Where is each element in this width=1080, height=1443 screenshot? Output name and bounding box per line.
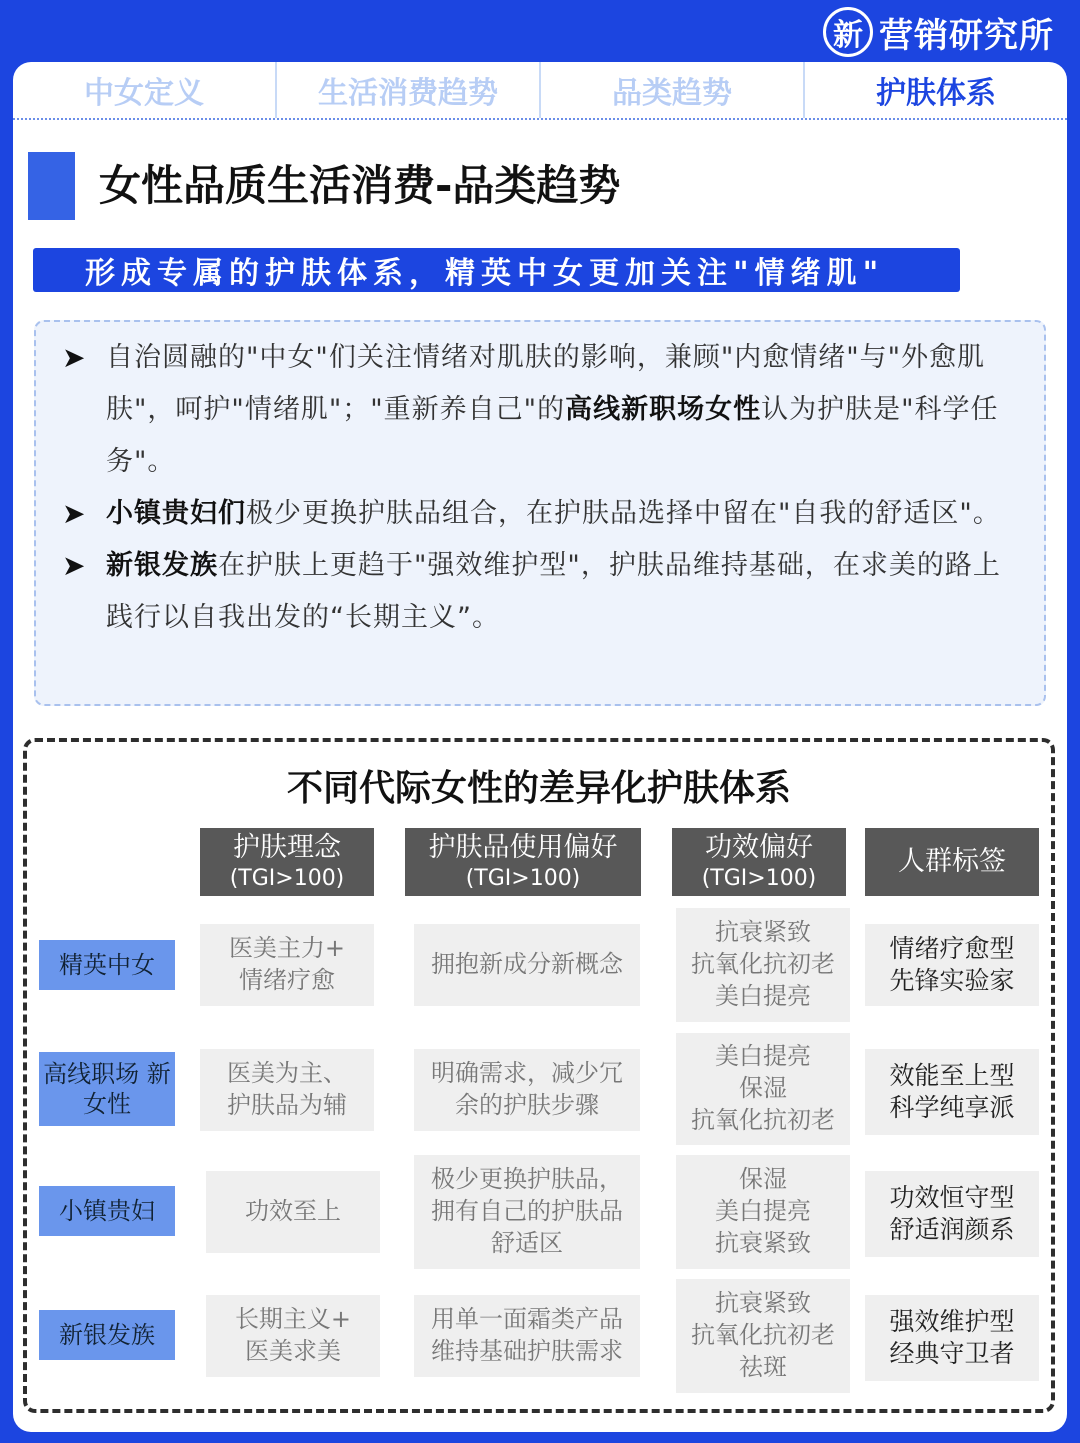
cell-usage: 明确需求，减少冗 余的护肤步骤 bbox=[414, 1049, 640, 1131]
header-tag: 人群标签 bbox=[865, 828, 1039, 896]
arrow-icon: ➤ bbox=[62, 497, 86, 530]
arrow-icon: ➤ bbox=[62, 341, 86, 374]
page-title: 女性品质生活消费-品类趋势 bbox=[99, 161, 621, 210]
skincare-matrix bbox=[23, 738, 1055, 1413]
header-usage: 护肤品使用偏好 (TGI>100) bbox=[405, 828, 641, 896]
header-concept: 护肤理念 (TGI>100) bbox=[200, 828, 374, 896]
brand-badge: 新 bbox=[823, 7, 873, 57]
title-accent-bar bbox=[28, 152, 75, 220]
bullet-text: 自治圆融的"中女"们关注情绪对肌肤的影响，兼顾"内愈情绪"与"外愈肌肤"，呵护"情绪肌"；"重新养自己"的高线新职场女性认为护肤是"科学任务"。 bbox=[106, 342, 999, 477]
bullet-text: 小镇贵妇们极少更换护肤品组合，在护肤品选择中留在"自我的舒适区"。 bbox=[106, 498, 1001, 529]
content-card bbox=[13, 62, 1067, 1432]
tab-definition[interactable]: 中女定义 bbox=[13, 62, 277, 118]
bullet-item bbox=[62, 540, 1028, 644]
row-label: 精英中女 bbox=[39, 940, 175, 990]
cell-concept: 医美主力+ 情绪疗愈 bbox=[200, 924, 374, 1006]
subtitle-banner: 形成专属的护肤体系，精英中女更加关注"情绪肌" bbox=[33, 248, 960, 292]
cell-concept: 医美为主、 护肤品为辅 bbox=[200, 1049, 374, 1131]
cell-tag: 强效维护型 经典守卫者 bbox=[865, 1295, 1039, 1381]
cell-concept: 功效至上 bbox=[206, 1171, 380, 1253]
brand-name: 营销研究所 bbox=[879, 15, 1054, 56]
matrix-title: 不同代际女性的差异化护肤体系 bbox=[286, 768, 791, 809]
bullet-list bbox=[34, 320, 1046, 706]
bullet-text: 新银发族在护肤上更趋于"强效维护型"，护肤品维持基础，在求美的路上践行以自我出发的“长期主义”。 bbox=[106, 550, 1001, 633]
cell-usage: 极少更换护肤品， 拥有自己的护肤品 舒适区 bbox=[414, 1155, 640, 1269]
tab-bar bbox=[13, 62, 1067, 120]
arrow-icon: ➤ bbox=[62, 549, 86, 582]
cell-efficacy: 美白提亮 保湿 抗氧化抗初老 bbox=[676, 1033, 850, 1145]
cell-efficacy: 抗衰紧致 抗氧化抗初老 祛斑 bbox=[676, 1279, 850, 1393]
cell-efficacy: 抗衰紧致 抗氧化抗初老 美白提亮 bbox=[676, 908, 850, 1022]
row-label: 新银发族 bbox=[39, 1310, 175, 1360]
cell-tag: 情绪疗愈型 先锋实验家 bbox=[865, 924, 1039, 1006]
cell-tag: 功效恒守型 舒适润颜系 bbox=[865, 1171, 1039, 1257]
cell-tag: 效能至上型 科学纯享派 bbox=[865, 1049, 1039, 1135]
bullet-item bbox=[62, 332, 1028, 488]
row-label: 小镇贵妇 bbox=[39, 1186, 175, 1236]
brand-logo bbox=[823, 6, 1054, 58]
tab-skincare-system[interactable]: 护肤体系 bbox=[876, 76, 996, 111]
cell-efficacy: 保湿 美白提亮 抗衰紧致 bbox=[676, 1155, 850, 1269]
tab-category-trends[interactable]: 品类趋势 bbox=[541, 62, 805, 118]
bullet-item bbox=[62, 488, 1028, 540]
header-efficacy: 功效偏好 (TGI>100) bbox=[672, 828, 846, 896]
tab-lifestyle-trends[interactable]: 生活消费趋势 bbox=[277, 62, 541, 118]
cell-usage: 用单一面霜类产品 维持基础护肤需求 bbox=[414, 1295, 640, 1377]
cell-concept: 长期主义+ 医美求美 bbox=[206, 1295, 380, 1377]
row-label: 高线职场 新女性 bbox=[39, 1052, 175, 1126]
cell-usage: 拥抱新成分新概念 bbox=[414, 924, 640, 1006]
